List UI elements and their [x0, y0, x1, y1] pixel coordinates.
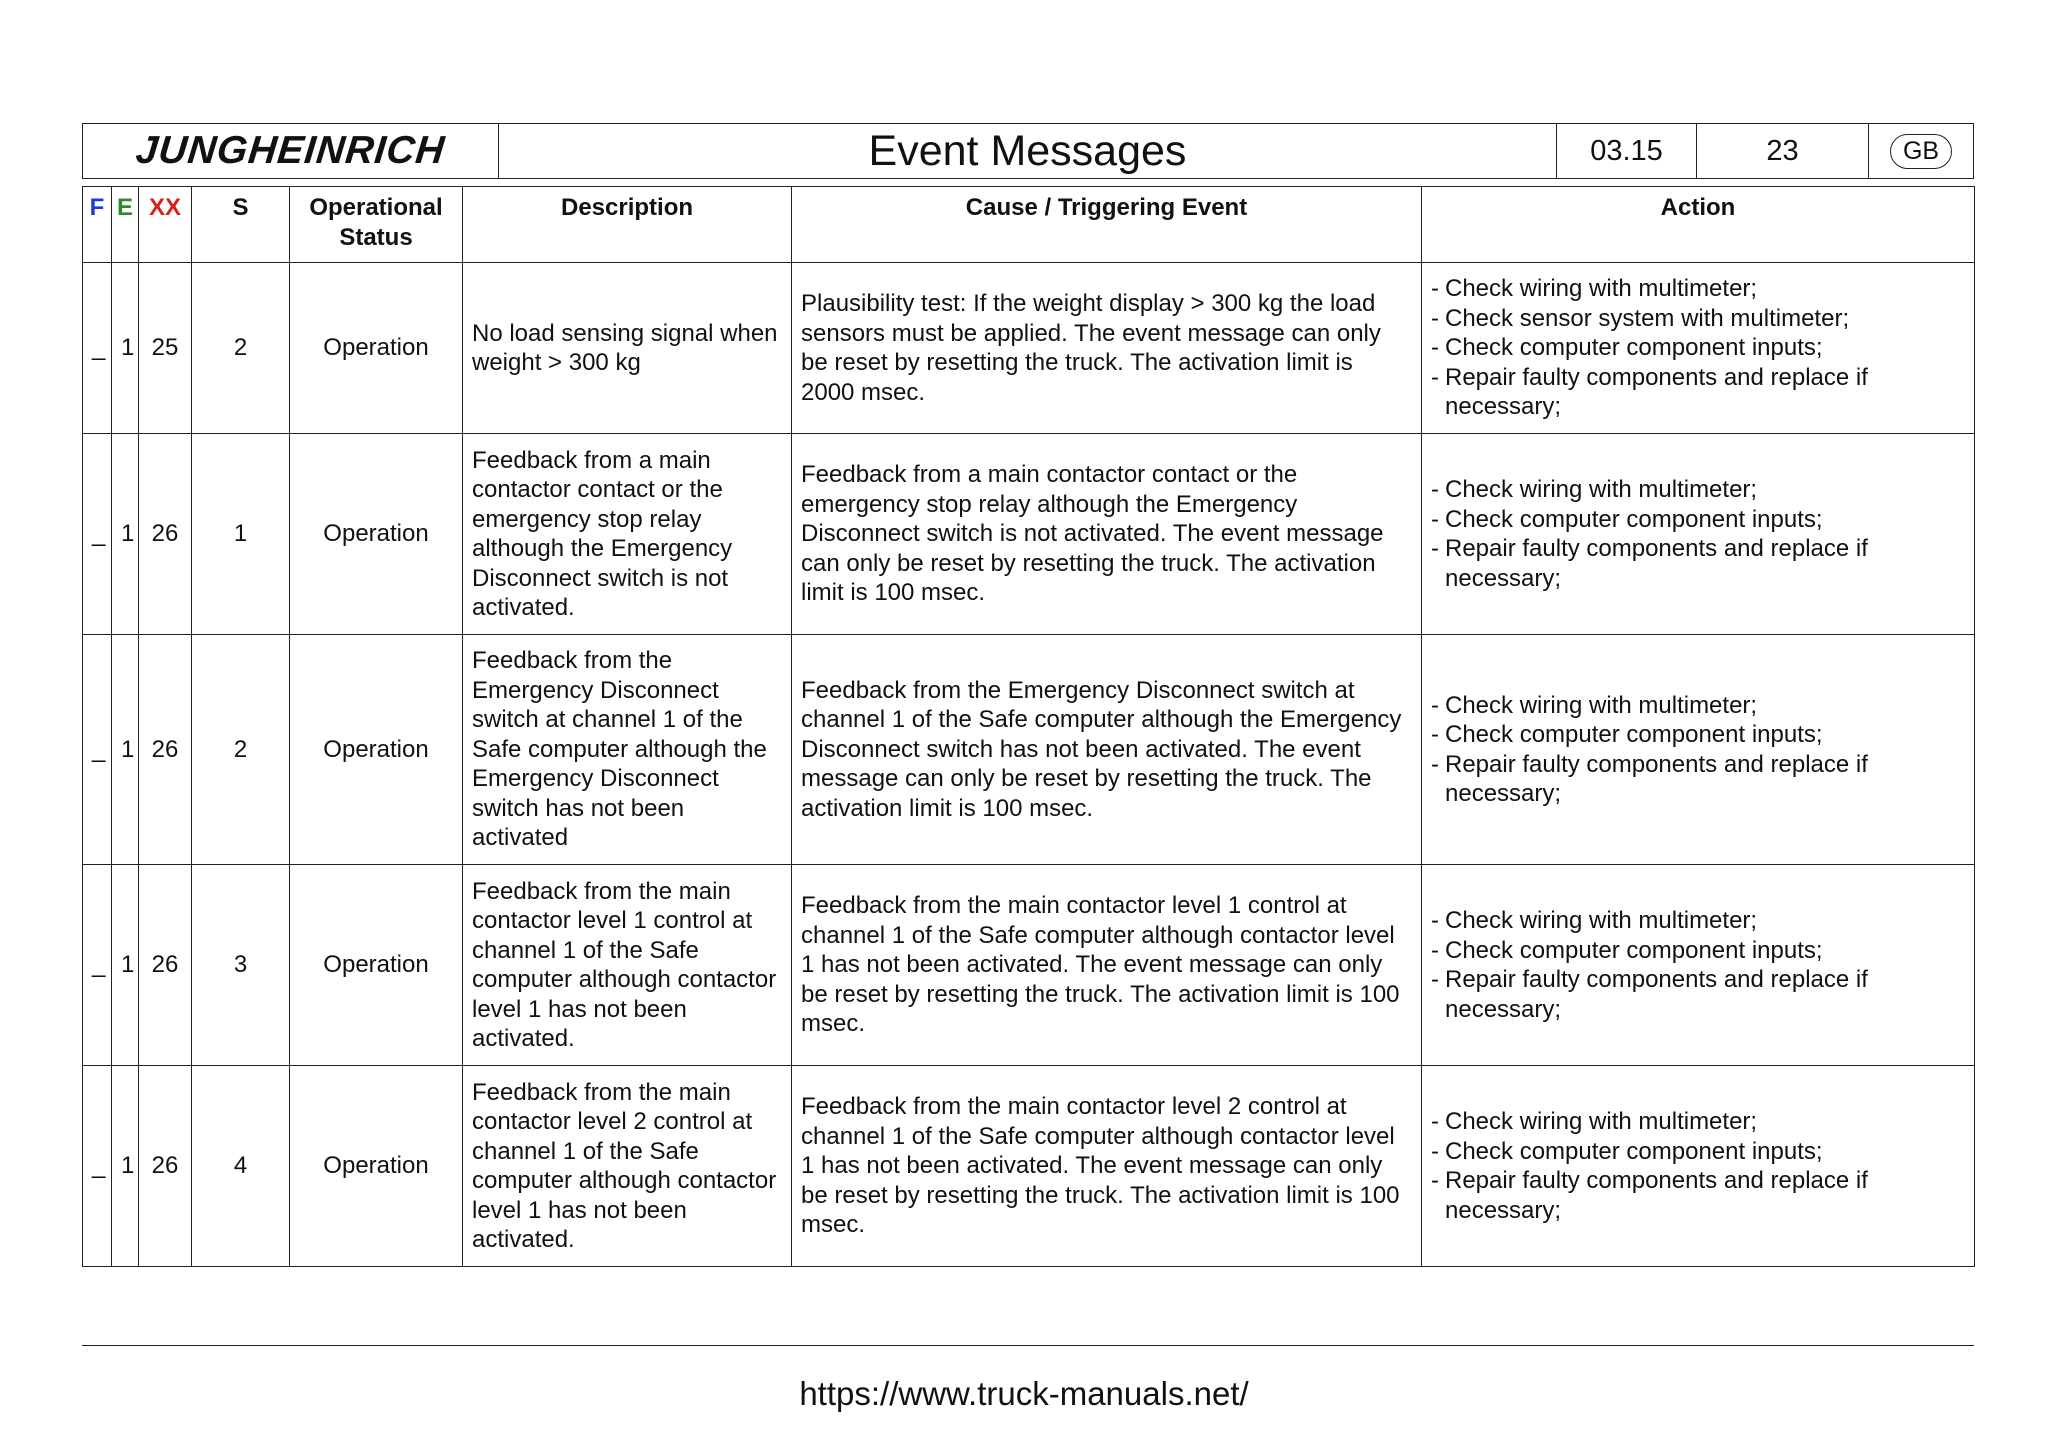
action-item — [1431, 906, 1965, 936]
logo-cell — [83, 124, 499, 178]
col-header-operational-status: Operational Status — [290, 187, 463, 263]
bullet-dash: - — [1431, 721, 1439, 748]
action-item — [1431, 720, 1965, 750]
col-header-f: F — [83, 187, 112, 263]
bullet-dash: - — [1431, 936, 1439, 964]
cell-f: _ — [83, 865, 112, 1066]
action-item — [1431, 1137, 1965, 1167]
action-item — [1431, 936, 1965, 966]
bullet-dash: - — [1431, 304, 1439, 332]
page-number: 23 — [1697, 124, 1869, 178]
action-text: Check wiring with multimeter; — [1445, 691, 1758, 719]
action-text: Repair faulty components and replace if necessary; — [1445, 750, 1868, 807]
footer-divider — [82, 1345, 1974, 1346]
table-row — [83, 865, 1975, 1066]
bullet-dash: - — [1431, 750, 1439, 778]
event-messages-table — [82, 186, 1975, 1267]
col-header-cause: Cause / Triggering Event — [792, 187, 1422, 263]
cell-operational-status: Operation — [290, 434, 463, 635]
cell-action — [1422, 635, 1975, 865]
bullet-dash: - — [1431, 1108, 1439, 1135]
col-header-action: Action — [1422, 187, 1975, 263]
language-badge: GB — [1890, 134, 1952, 169]
action-item — [1431, 1166, 1965, 1225]
cell-xx: 26 — [139, 865, 192, 1066]
cell-action — [1422, 865, 1975, 1066]
cell-e: 1 — [112, 434, 139, 635]
action-text: Check computer component inputs; — [1445, 334, 1823, 362]
cell-cause: Feedback from the main contactor level 1 control at channel 1 of the Safe computer although contactor level 1 has not been activated. The event message can only be reset by resetting the truck. The activation limit is 100 msec. — [792, 865, 1422, 1066]
action-item — [1431, 965, 1965, 1024]
cell-action — [1422, 434, 1975, 635]
brand-logo: JUNGHEINRICH — [133, 129, 448, 172]
bullet-dash: - — [1431, 535, 1439, 562]
table-row — [83, 434, 1975, 635]
action-item — [1431, 333, 1965, 363]
page-title: Event Messages — [499, 124, 1557, 178]
table-row — [83, 263, 1975, 434]
cell-f: _ — [83, 635, 112, 865]
bullet-dash: - — [1431, 691, 1439, 719]
bullet-dash: - — [1431, 907, 1439, 934]
action-text: Check wiring with multimeter; — [1445, 476, 1758, 503]
action-text: Check wiring with multimeter; — [1445, 907, 1758, 934]
cell-s: 2 — [192, 263, 290, 434]
action-item — [1431, 534, 1965, 593]
table-row — [83, 1066, 1975, 1267]
col-header-description: Description — [463, 187, 792, 263]
cell-description: Feedback from the main contactor level 2 control at channel 1 of the Safe computer although contactor level 1 has not been activated. — [463, 1066, 792, 1267]
cell-e: 1 — [112, 865, 139, 1066]
action-text: Check wiring with multimeter; — [1445, 275, 1758, 303]
col-header-e: E — [112, 187, 139, 263]
action-text: Check computer component inputs; — [1445, 721, 1823, 748]
cell-xx: 26 — [139, 1066, 192, 1267]
cell-s: 4 — [192, 1066, 290, 1267]
action-item — [1431, 691, 1965, 721]
cell-description: Feedback from the Emergency Disconnect switch at channel 1 of the Safe computer although the Emergency Disconnect switch has not been activated — [463, 635, 792, 865]
action-text: Check sensor system with multimeter; — [1445, 304, 1850, 332]
action-text: Check computer component inputs; — [1445, 1137, 1823, 1165]
page-header — [82, 123, 1974, 179]
language-cell — [1869, 124, 1973, 178]
cell-cause: Feedback from the main contactor level 2 control at channel 1 of the Safe computer although contactor level 1 has not been activated. The event message can only be reset by resetting the truck. The activation limit is 100 msec. — [792, 1066, 1422, 1267]
action-text: Check computer component inputs; — [1445, 936, 1823, 964]
bullet-dash: - — [1431, 275, 1439, 303]
cell-s: 1 — [192, 434, 290, 635]
action-text: Check computer component inputs; — [1445, 505, 1823, 533]
action-text: Repair faulty components and replace if necessary; — [1445, 1167, 1868, 1224]
col-header-xx: XX — [139, 187, 192, 263]
cell-cause: Plausibility test: If the weight display > 300 kg the load sensors must be applied. The event message can only be reset by resetting the truck. The activation limit is 2000 msec. — [792, 263, 1422, 434]
col-header-s: S — [192, 187, 290, 263]
bullet-dash: - — [1431, 476, 1439, 503]
footer-url: https://www.truck-manuals.net/ — [799, 1375, 1249, 1412]
cell-action — [1422, 263, 1975, 434]
bullet-dash: - — [1431, 1167, 1439, 1194]
bullet-dash: - — [1431, 1137, 1439, 1165]
cell-f: _ — [83, 263, 112, 434]
action-item — [1431, 505, 1965, 535]
issue-date: 03.15 — [1557, 124, 1697, 178]
cell-cause: Feedback from a main contactor contact or the emergency stop relay although the Emergency Disconnect switch is not activated. The event message can only be reset by resetting the truck. The activation limit is 100 msec. — [792, 434, 1422, 635]
cell-xx: 26 — [139, 635, 192, 865]
cell-operational-status: Operation — [290, 1066, 463, 1267]
action-item — [1431, 304, 1965, 334]
cell-f: _ — [83, 434, 112, 635]
table-row — [83, 635, 1975, 865]
cell-s: 3 — [192, 865, 290, 1066]
cell-xx: 25 — [139, 263, 192, 434]
action-item — [1431, 274, 1965, 304]
action-item — [1431, 1107, 1965, 1137]
cell-cause: Feedback from the Emergency Disconnect switch at channel 1 of the Safe computer although the Emergency Disconnect switch has not been activated. The event message can only be reset by resetting the truck. The activation limit is 100 msec. — [792, 635, 1422, 865]
cell-xx: 26 — [139, 434, 192, 635]
cell-description: No load sensing signal when weight > 300 kg — [463, 263, 792, 434]
bullet-dash: - — [1431, 363, 1439, 391]
cell-f: _ — [83, 1066, 112, 1267]
cell-description: Feedback from a main contactor contact or the emergency stop relay although the Emergency Disconnect switch is not activated. — [463, 434, 792, 635]
cell-operational-status: Operation — [290, 263, 463, 434]
bullet-dash: - — [1431, 966, 1439, 993]
action-item — [1431, 750, 1965, 809]
action-item — [1431, 475, 1965, 505]
action-text: Repair faulty components and replace if necessary; — [1445, 363, 1868, 421]
table-header-row — [83, 187, 1975, 263]
cell-e: 1 — [112, 635, 139, 865]
bullet-dash: - — [1431, 505, 1439, 533]
action-item — [1431, 363, 1965, 422]
action-text: Repair faulty components and replace if necessary; — [1445, 966, 1868, 1023]
cell-e: 1 — [112, 1066, 139, 1267]
cell-operational-status: Operation — [290, 865, 463, 1066]
action-text: Check wiring with multimeter; — [1445, 1108, 1758, 1135]
cell-description: Feedback from the main contactor level 1 control at channel 1 of the Safe computer although contactor level 1 has not been activated. — [463, 865, 792, 1066]
cell-e: 1 — [112, 263, 139, 434]
cell-action — [1422, 1066, 1975, 1267]
bullet-dash: - — [1431, 334, 1439, 362]
cell-s: 2 — [192, 635, 290, 865]
action-text: Repair faulty components and replace if necessary; — [1445, 535, 1868, 592]
cell-operational-status: Operation — [290, 635, 463, 865]
